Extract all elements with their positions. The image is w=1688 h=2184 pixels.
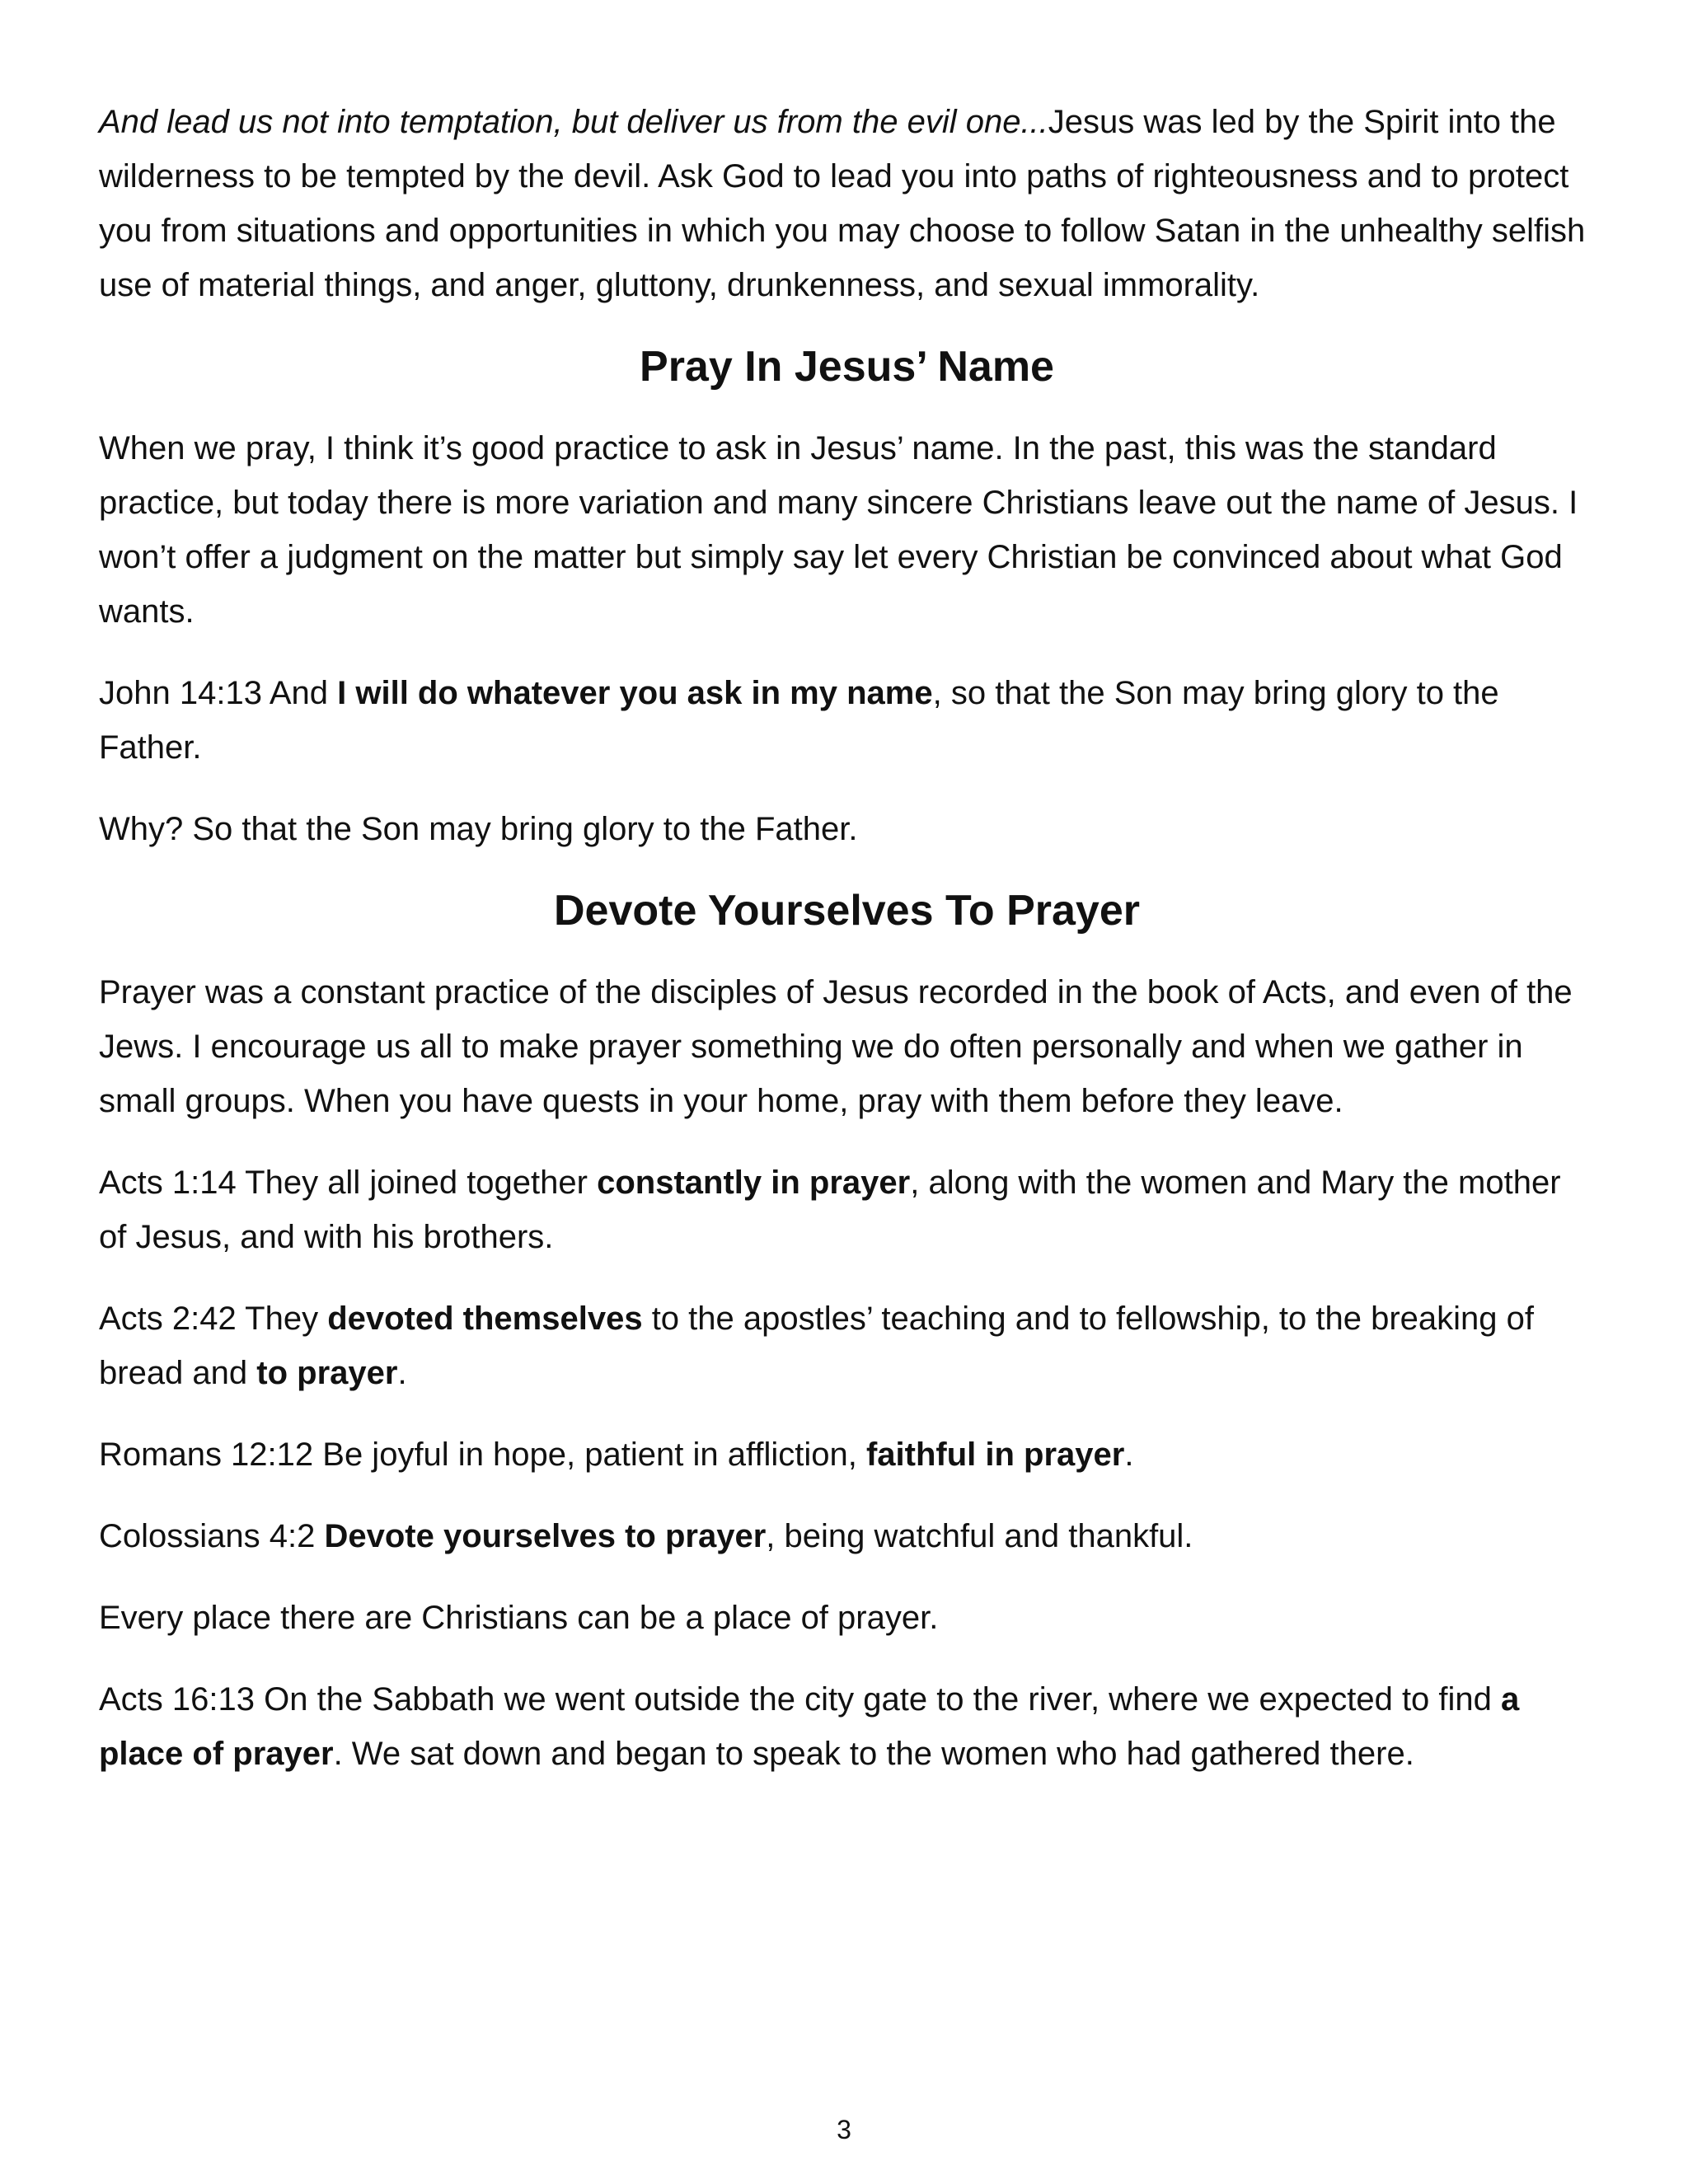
verse-acts-2-42	[99, 1291, 1595, 1400]
verse-text: Romans 12:12 Be joyful in hope, patient in affliction,	[99, 1436, 866, 1473]
section2-paragraph: Prayer was a constant practice of the disciples of Jesus recorded in the book of Acts, and even of the Jews. I encourage us all to make prayer something we do often personally and when we gather in small groups. When you have quests in your home, pray with them before they leave.	[99, 974, 1573, 1119]
verse-text: , being watchful and thankful.	[766, 1518, 1193, 1554]
section-heading-devote-yourselves: Devote Yourselves To Prayer	[553, 887, 1140, 935]
verse-acts-1-14	[99, 1155, 1595, 1264]
page-number: 3	[837, 2115, 851, 2144]
every-place-paragraph: Every place there are Christians can be a place of prayer.	[99, 1600, 939, 1636]
verse-emphasis: I will do whatever you ask in my name	[337, 675, 933, 711]
intro-italic: And lead us not into temptation, but deliver us from the evil one...	[99, 104, 1048, 140]
verse-romans-12-12	[99, 1427, 1595, 1482]
verse-colossians-4-2	[99, 1509, 1595, 1563]
verse-text: , so that the Son may bring glory to the Father.	[99, 675, 1499, 766]
verse-text: John 14:13 And	[99, 675, 338, 711]
verse-text: .	[1124, 1436, 1134, 1473]
section-heading-pray-in-jesus-name: Pray In Jesus’ Name	[640, 343, 1054, 391]
verse-text: Acts 16:13 On the Sabbath we went outside the city gate to the river, where we expected to find	[99, 1681, 1502, 1718]
verse-text: Colossians 4:2	[99, 1518, 325, 1554]
verse-emphasis: faithful in prayer	[865, 1436, 1125, 1473]
verse-text: .	[397, 1355, 407, 1391]
verse-text: Acts 2:42 They	[99, 1301, 328, 1337]
verse-emphasis: constantly in prayer	[597, 1165, 911, 1201]
verse-text: to the apostles’ teaching and to fellowship, to the breaking of bread and	[99, 1301, 1535, 1391]
verse-emphasis: a place of prayer	[99, 1681, 1520, 1772]
intro-paragraph	[99, 95, 1595, 312]
verse-text: . We sat down and began to speak to the women who had gathered there.	[333, 1736, 1414, 1772]
intro-text: Jesus was led by the Spirit into the wilderness to be tempted by the devil. Ask God to lead you into paths of righteousness and to protect you from situations and opportunities in which you may choose to follow Satan in the unhealthy selfish use of material things, and anger, gluttony, drunkenness, and sexual immorality.	[99, 104, 1586, 303]
verse-text: Acts 1:14 They all joined together	[99, 1165, 598, 1201]
why-paragraph: Why? So that the Son may bring glory to the Father.	[99, 811, 858, 847]
verse-emphasis: Devote yourselves to prayer	[324, 1518, 767, 1554]
verse-emphasis: to prayer	[256, 1355, 398, 1391]
verse-john-14-13	[99, 666, 1595, 775]
section1-paragraph: When we pray, I think it’s good practice to ask in Jesus’ name. In the past, this was the standard practice, but today there is more variation and many sincere Christians leave out the name of Jesus. I won’t offer a judgment on the matter but simply say let every Christian be convinced about what God wants.	[99, 430, 1578, 630]
verse-emphasis: devoted themselves	[327, 1301, 643, 1337]
verse-acts-16-13	[99, 1672, 1595, 1781]
document-page	[99, 95, 1595, 1808]
verse-text: , along with the women and Mary the mother of Jesus, and with his brothers.	[99, 1165, 1561, 1255]
